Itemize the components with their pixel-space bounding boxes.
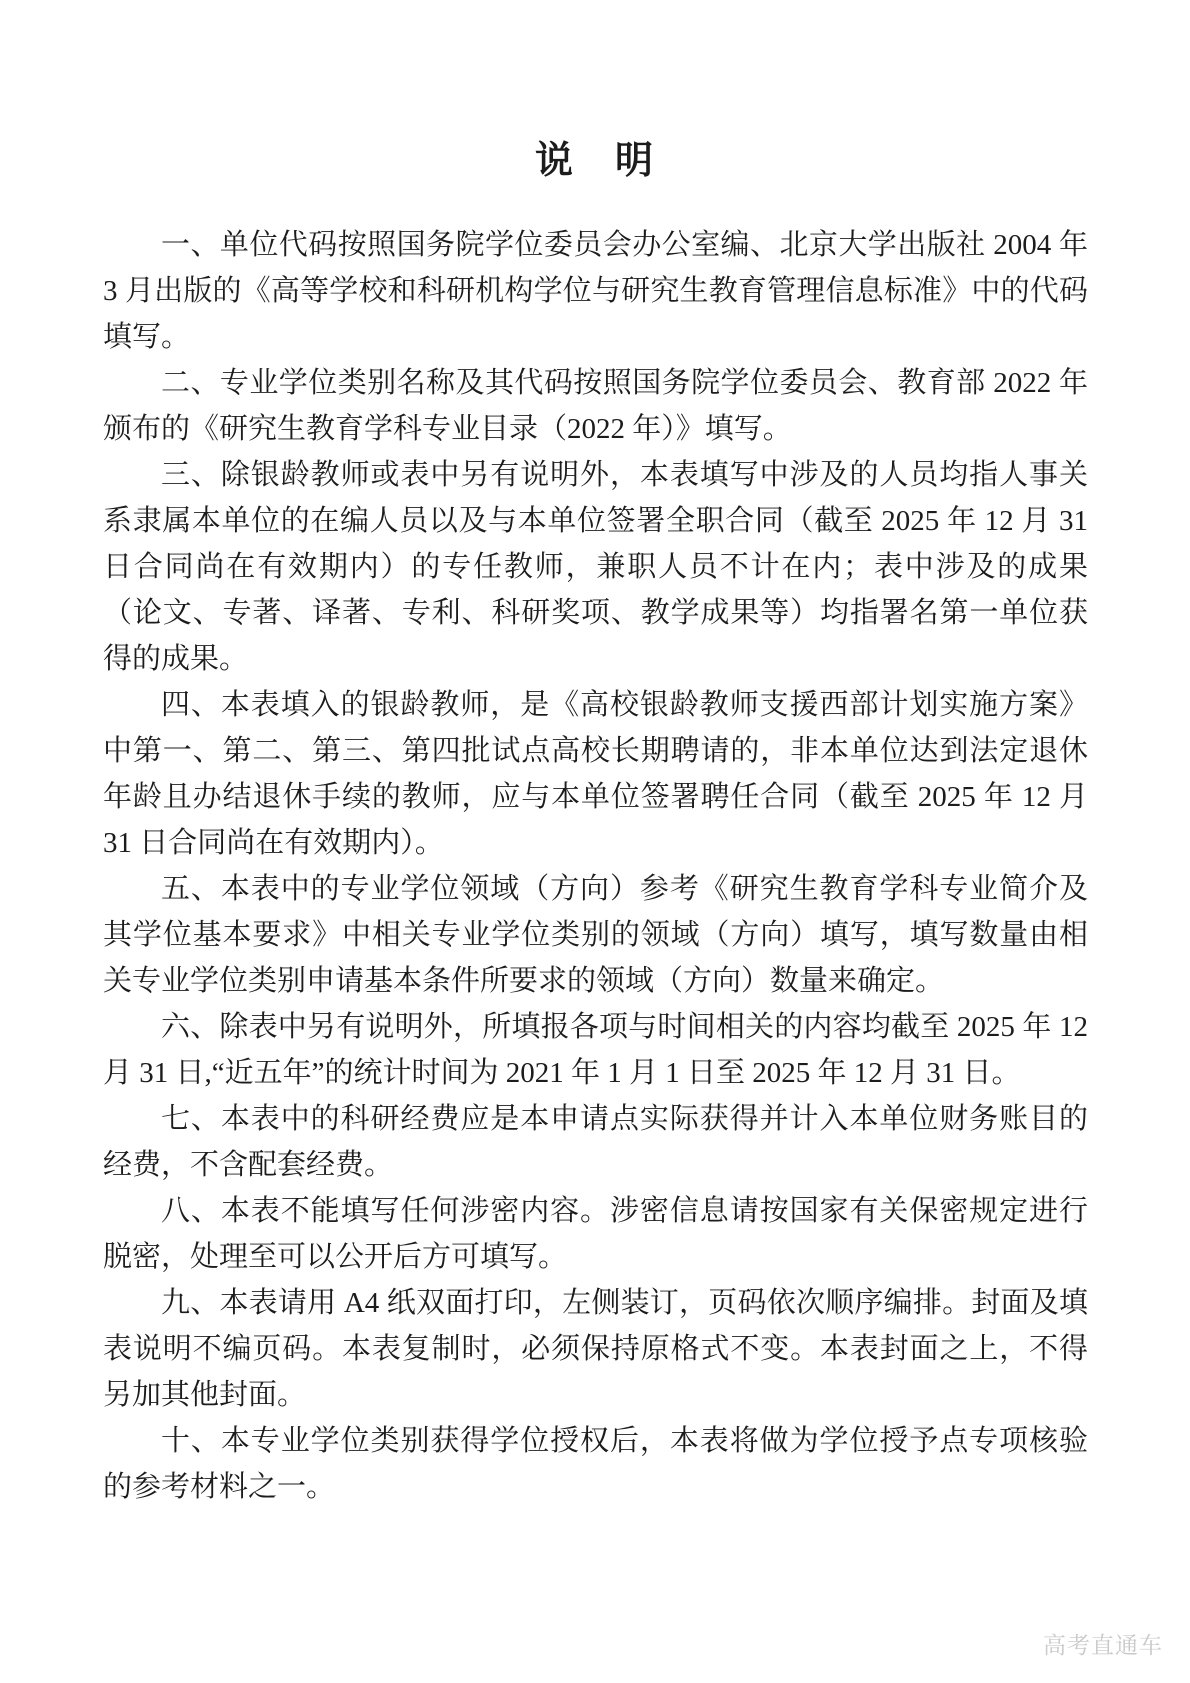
document-body xyxy=(103,222,1088,1510)
note-paragraph-2: 二、专业学位类别名称及其代码按照国务院学位委员会、教育部 2022 年颁布的《研究生教育学科专业目录（2022 年）》填写。 xyxy=(103,367,1088,445)
note-paragraph-1: 一、单位代码按照国务院学位委员会办公室编、北京大学出版社 2004 年 3 月出版的《高等学校和科研机构学位与研究生教育管理信息标准》中的代码填写。 xyxy=(103,229,1088,353)
note-paragraph-3: 三、除银龄教师或表中另有说明外，本表填写中涉及的人员均指人事关系隶属本单位的在编人员以及与本单位签署全职合同（截至 2025 年 12 月 31 日合同尚在有效期内）的专任教师，兼职人员不计在内；表中涉及的成果（论文、专著、译著、专利、科研奖项、教学成果等）均指署名第一单位获得的成果。 xyxy=(103,459,1088,675)
note-paragraph-8: 八、本表不能填写任何涉密内容。涉密信息请按国家有关保密规定进行脱密，处理至可以公开后方可填写。 xyxy=(103,1195,1088,1273)
note-paragraph-9: 九、本表请用 A4 纸双面打印，左侧装订，页码依次顺序编排。封面及填表说明不编页码。本表复制时，必须保持原格式不变。本表封面之上，不得另加其他封面。 xyxy=(103,1287,1088,1411)
note-paragraph-6: 六、除表中另有说明外，所填报各项与时间相关的内容均截至 2025 年 12 月 31 日,“近五年”的统计时间为 2021 年 1 月 1 日至 2025 年 12 月 31 日。 xyxy=(103,1011,1088,1089)
note-paragraph-10: 十、本专业学位类别获得学位授权后，本表将做为学位授予点专项核验的参考材料之一。 xyxy=(103,1425,1088,1503)
watermark: 高考直通车 xyxy=(1043,1632,1163,1658)
page-title: 说 明 xyxy=(534,140,655,182)
note-paragraph-4: 四、本表填入的银龄教师，是《高校银龄教师支援西部计划实施方案》中第一、第二、第三、第四批试点高校长期聘请的，非本单位达到法定退休年龄且办结退休手续的教师，应与本单位签署聘任合同（截至 2025 年 12 月 31 日合同尚在有效期内）。 xyxy=(103,689,1088,859)
note-paragraph-7: 七、本表中的科研经费应是本申请点实际获得并计入本单位财务账目的经费，不含配套经费。 xyxy=(103,1103,1088,1181)
note-paragraph-5: 五、本表中的专业学位领域（方向）参考《研究生教育学科专业简介及其学位基本要求》中相关专业学位类别的领域（方向）填写，填写数量由相关专业学位类别申请基本条件所要求的领域（方向）数量来确定。 xyxy=(103,873,1088,997)
